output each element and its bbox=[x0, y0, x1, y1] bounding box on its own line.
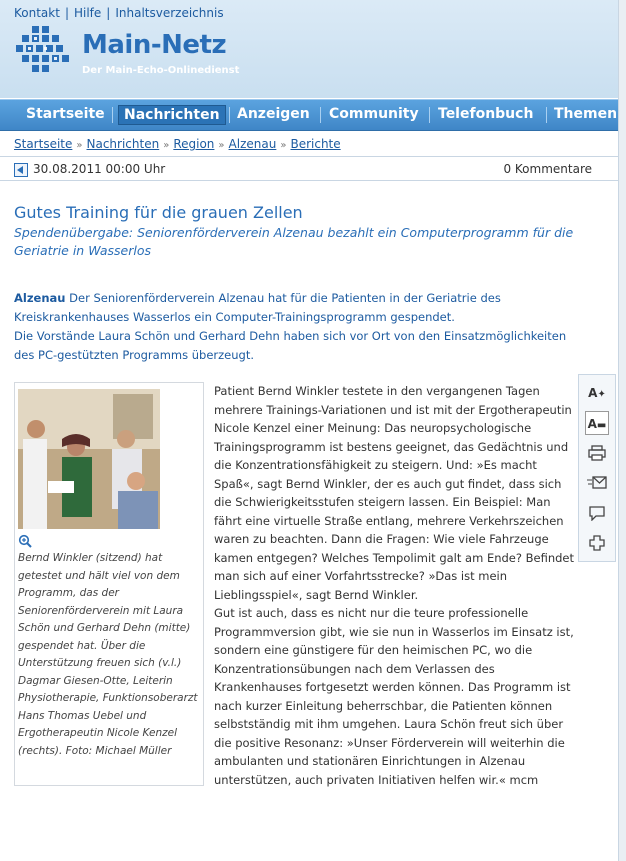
chevron-right-icon: » bbox=[163, 140, 170, 151]
body-paragraph: Patient Bernd Winkler testete in den vergangenen Tagen mehrere Trainings-Variationen und ist mit der Ergotherapeutin Nicole Kenzel einer Meinung: Das neuropsychologische Trainingsprogramm ist bestens geeignet, das Gedächtnis und die Konzentrationsfähigkeit zu steigern. Und: »Es macht Spaß«, sagt Bernd Winkler, der es auch gut findet, dass sich die Schwierigkeitsstufen steigern lassen. Ein Beispiel: Man fährt eine virtuelle Straße entlang, mehrere Verkehrszeichen waren zu beachten. Dann die Fragen: Wie viele Fahrzeuge kamen entgegen? Welches Tempolimit galt am Ende? Befindet man sich auf einer Vorfahrtsstrecke? »Das ist mein Lieblingsspiel«, sagt Bernd Winkler. bbox=[214, 384, 575, 602]
comments-count[interactable]: 0 Kommentare bbox=[503, 162, 592, 176]
nav-nachrichten[interactable]: Nachrichten bbox=[118, 105, 226, 125]
logo-title[interactable]: Main-Netz bbox=[82, 30, 227, 60]
link-inhaltsverzeichnis[interactable]: Inhaltsverzeichnis bbox=[115, 6, 224, 20]
lead-text-2: Die Vorstände Laura Schön und Gerhard Dehn haben sich vor Ort von den Einsatzmöglichkeiten des PC-gestützten Programms überzeugt. bbox=[14, 329, 567, 362]
nav-themen[interactable]: Themen bbox=[554, 106, 618, 122]
article-figure bbox=[14, 382, 204, 786]
link-kontakt[interactable]: Kontakt bbox=[14, 6, 60, 20]
site-header bbox=[0, 0, 626, 98]
logo-subtitle: Der Main-Echo-Onlinedienst bbox=[82, 65, 240, 76]
font-smaller-label: A bbox=[587, 417, 597, 431]
nav-telefonbuch[interactable]: Telefonbuch bbox=[438, 106, 534, 122]
font-larger-label: A bbox=[588, 386, 598, 400]
article-tools bbox=[578, 374, 616, 562]
article-headline: Gutes Training für die grauen Zellen bbox=[14, 203, 303, 222]
nav-anzeigen[interactable]: Anzeigen bbox=[237, 106, 310, 122]
email-icon[interactable] bbox=[585, 471, 609, 495]
logo-icon[interactable] bbox=[14, 24, 72, 76]
article-photo[interactable] bbox=[18, 389, 160, 529]
article-date: 30.08.2011 00:00 Uhr bbox=[33, 162, 166, 176]
separator: | bbox=[106, 6, 111, 20]
link-hilfe[interactable]: Hilfe bbox=[73, 6, 102, 20]
divider bbox=[0, 156, 626, 157]
chevron-right-icon: » bbox=[218, 140, 225, 151]
nav-divider bbox=[429, 107, 430, 123]
font-smaller-icon[interactable]: A▬ bbox=[585, 411, 609, 435]
chevron-right-icon: » bbox=[280, 140, 287, 151]
back-arrow-icon[interactable] bbox=[14, 163, 28, 177]
separator: | bbox=[64, 6, 69, 20]
breadcrumb-alzenau[interactable]: Alzenau bbox=[228, 137, 277, 151]
breadcrumb-region[interactable]: Region bbox=[173, 137, 215, 151]
lead-location: Alzenau bbox=[14, 291, 66, 305]
nav-divider bbox=[112, 107, 113, 123]
article-body bbox=[14, 382, 574, 789]
divider bbox=[0, 180, 626, 181]
font-larger-icon[interactable]: A✦ bbox=[588, 386, 606, 400]
add-icon[interactable] bbox=[585, 531, 609, 555]
zoom-icon[interactable] bbox=[18, 534, 32, 548]
breadcrumb-berichte[interactable]: Berichte bbox=[290, 137, 341, 151]
scrollbar[interactable] bbox=[618, 0, 626, 861]
chevron-right-icon: » bbox=[76, 140, 83, 151]
nav-community[interactable]: Community bbox=[329, 106, 419, 122]
article-subheadline: Spendenübergabe: Seniorenförderverein Alzenau bezahlt ein Computerprogramm für die Geriatrie in Wasserlos bbox=[14, 225, 574, 258]
breadcrumb-startseite[interactable]: Startseite bbox=[14, 137, 73, 151]
lead-text: Der Seniorenförderverein Alzenau hat für die Patienten in der Geriatrie des Kreiskrankenhauses Wasserlos ein Computer-Trainingsprogramm gespendet. bbox=[14, 291, 501, 324]
nav-divider bbox=[546, 107, 547, 123]
main-navigation bbox=[0, 99, 626, 131]
body-paragraph: Gut ist auch, dass es nicht nur die teure professionelle Programmversion gibt, wie sie nun in Wasserlos im Einsatz ist, sondern eine günstigere für den heimischen PC, wo die Konzentrationsübungen nach dem Verlassen des Krankenhauses fortgesetzt werden können. Das Programm ist nach kurzer Einleitung beherrschbar, die Patienten können selbstständig mit ihm umgehen. Laura Schön freut sich über die positive Resonanz: »Unser Förderverein will weiterhin die ambulanten und stationären Einrichtungen in Alzenau unterstützen, auch privaten Initiativen helfen wir.« mcm bbox=[214, 606, 574, 787]
nav-divider bbox=[229, 107, 230, 123]
comment-icon[interactable] bbox=[585, 501, 609, 525]
article-lead bbox=[14, 289, 574, 365]
nav-divider bbox=[320, 107, 321, 123]
breadcrumb bbox=[14, 137, 341, 151]
breadcrumb-nachrichten[interactable]: Nachrichten bbox=[86, 137, 160, 151]
photo-caption: Bernd Winkler (sitzend) hat getestet und hält viel von dem Programm, das der Seniorenförderverein mit Laura Schön und Gerhard Dehn (mitte) gespendet hat. Über die Unterstützung freuen sich (v.l.) Dagmar Giesen-Otte, Leiterin Physiotherapie, Funktionsoberarzt Hans Thomas Uebel und Ergotherapeutin Nicole Kenzel (rechts). Foto: Michael Müller bbox=[18, 552, 198, 757]
top-links bbox=[14, 6, 224, 20]
nav-startseite[interactable]: Startseite bbox=[26, 106, 105, 122]
print-icon[interactable] bbox=[585, 441, 609, 465]
